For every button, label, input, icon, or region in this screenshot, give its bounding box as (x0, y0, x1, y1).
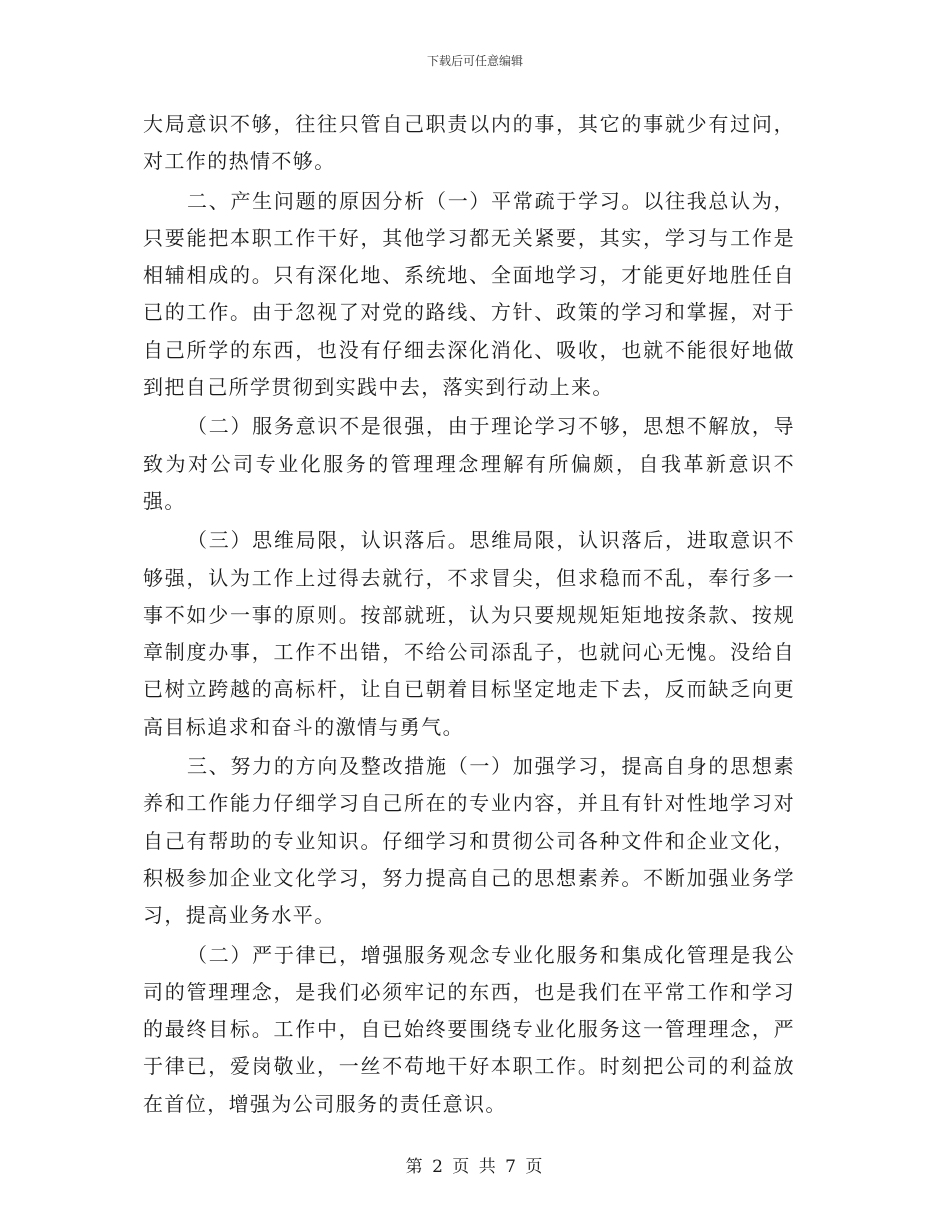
paragraph-3: （二）服务意识不是很强，由于理论学习不够，思想不解放，导致为对公司专业化服务的管理理念理解有所偏颇，自我革新意识不强。 (143, 414, 795, 513)
paragraph-6: （二）严于律已，增强服务观念专业化服务和集成化管理是我公司的管理理念，是我们必须牢记的东西，也是我们在平常工作和学习的最终目标。工作中，自已始终要围绕专业化服务这一管理理念，严于律已，爱岗敬业，一丝不苟地干好本职工作。时刻把公司的利益放在首位，增强为公司服务的责任意识。 (143, 942, 795, 1116)
total-page-number: 7 (505, 1157, 518, 1177)
document-body (143, 106, 795, 1123)
footer-prefix: 第 (405, 1157, 425, 1177)
page-header: 下载后可任意编辑 (426, 54, 523, 68)
paragraph-1: 大局意识不够，往往只管自己职责以内的事，其它的事就少有过问，对工作的热情不够。 (143, 112, 795, 174)
page-footer (0, 1152, 950, 1177)
current-page-number: 2 (432, 1157, 445, 1177)
paragraph-2: 二、产生问题的原因分析（一）平常疏于学习。以往我总认为，只要能把本职工作干好，其他学习都无关紧要，其实，学习与工作是相辅相成的。只有深化地、系统地、全面地学习，才能更好地胜任自已的工作。由于忽视了对党的路线、方针、政策的学习和掌握，对于自己所学的东西，也没有仔细去深化消化、吸收，也就不能很好地做到把自己所学贯彻到实践中去，落实到行动上来。 (143, 188, 795, 400)
footer-middle: 页 共 (452, 1157, 498, 1177)
paragraph-5: 三、努力的方向及整改措施（一）加强学习，提高自身的思想素养和工作能力仔细学习自己所在的专业内容，并且有针对性地学习对自己有帮助的专业知识。仔细学习和贯彻公司各种文件和企业文化，积极参加企业文化学习，努力提高自己的思想素养。不断加强业务学习，提高业务水平。 (143, 754, 795, 928)
footer-suffix: 页 (525, 1157, 545, 1177)
paragraph-4: （三）思维局限，认识落后。思维局限，认识落后，进取意识不够强，认为工作上过得去就行，不求冒尖，但求稳而不乱，奉行多一事不如少一事的原则。按部就班，认为只要规规矩矩地按条款、按规章制度办事，工作不出错，不给公司添乱子，也就问心无愧。没给自已树立跨越的高标杆，让自已朝着目标坚定地走下去，反而缺乏向更高目标追求和奋斗的激情与勇气。 (143, 528, 795, 739)
